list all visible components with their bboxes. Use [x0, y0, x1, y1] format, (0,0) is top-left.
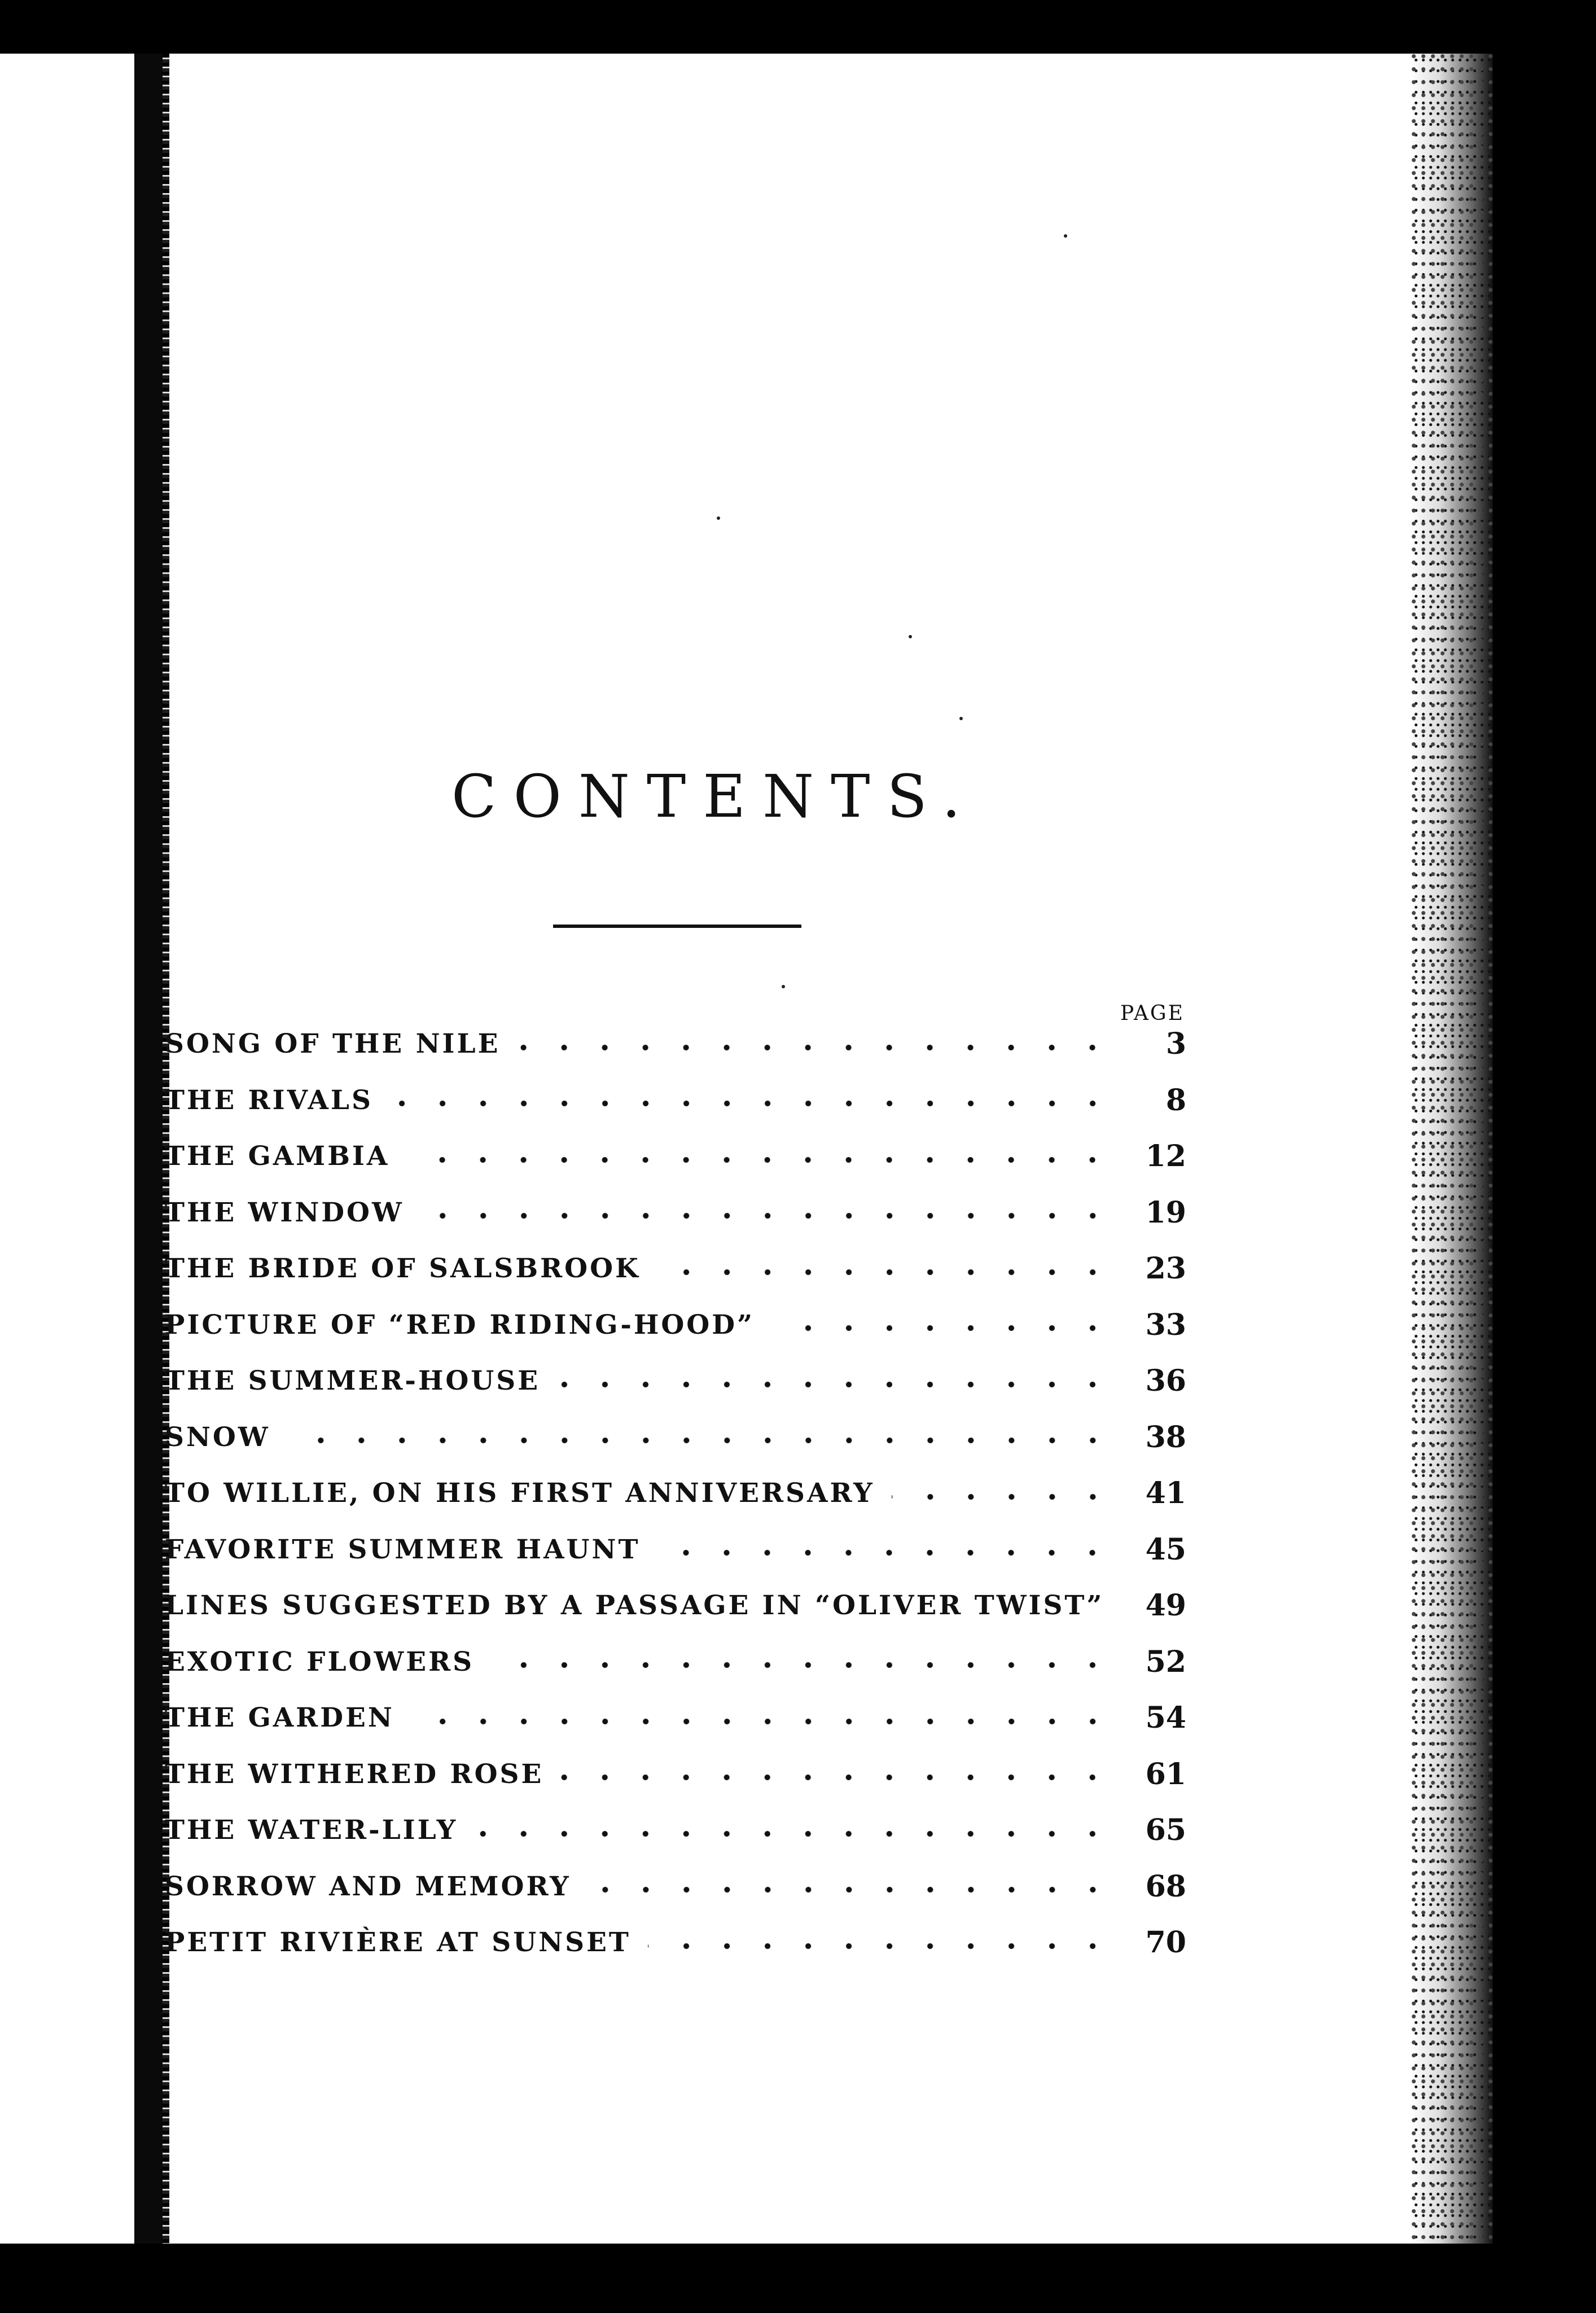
toc-entry-page: 23 — [1145, 1251, 1186, 1286]
toc-entry-page: 45 — [1145, 1532, 1186, 1567]
toc-entry — [165, 1409, 1186, 1466]
toc-entry-title: THE BRIDE OF SALSBROOK — [165, 1253, 641, 1285]
toc-entry-title: THE GAMBIA — [165, 1141, 390, 1172]
toc-entry — [165, 1522, 1186, 1578]
dot-leader — [560, 1773, 1113, 1781]
dot-leader — [406, 1156, 1113, 1164]
dot-leader — [771, 1324, 1113, 1332]
toc-entry-page: 54 — [1145, 1701, 1186, 1736]
toc-entry-title: SORROW AND MEMORY — [165, 1870, 571, 1902]
toc-entry-title: LINES SUGGESTED BY A PASSAGE IN “OLIVER TWIST” — [165, 1590, 1104, 1622]
toc-entry-title: THE WATER-LILY — [165, 1815, 458, 1846]
scan-speck — [909, 635, 912, 638]
dot-leader — [657, 1268, 1113, 1276]
scan-speck — [1064, 234, 1067, 238]
toc-entry — [165, 1746, 1186, 1803]
toc-entry — [165, 1859, 1186, 1915]
toc-entry-page: 36 — [1145, 1364, 1186, 1399]
toc-entry-page: 19 — [1145, 1195, 1186, 1230]
scan-speck — [717, 516, 720, 520]
toc-entry-title: PETIT RIVIÈRE AT SUNSET — [165, 1927, 631, 1959]
toc-entry-title: SONG OF THE NILE — [165, 1028, 501, 1060]
dot-leader — [648, 1942, 1113, 1950]
toc-entry-title: EXOTIC FLOWERS — [165, 1646, 475, 1677]
toc-entry-title: THE WITHERED ROSE — [165, 1758, 544, 1790]
toc-entry-page: 8 — [1165, 1083, 1186, 1118]
dot-leader — [390, 1099, 1113, 1107]
dot-leader — [517, 1044, 1113, 1052]
toc-entry — [165, 1353, 1186, 1409]
dot-leader — [421, 1212, 1113, 1220]
table-of-contents — [165, 1016, 1186, 1971]
toc-entry-page: 49 — [1145, 1588, 1186, 1623]
toc-entry-page: 41 — [1145, 1476, 1186, 1511]
toc-entry-page: 33 — [1145, 1307, 1186, 1342]
dot-leader — [657, 1549, 1113, 1557]
toc-entry — [165, 1297, 1186, 1353]
dot-leader — [557, 1381, 1113, 1388]
toc-entry — [165, 1241, 1186, 1297]
dot-leader — [475, 1830, 1113, 1838]
dot-leader — [892, 1493, 1113, 1501]
toc-entry — [165, 1578, 1186, 1634]
toc-entry-title: THE WINDOW — [165, 1197, 404, 1228]
page-column-label: PAGE — [1120, 1002, 1185, 1025]
toc-entry-page: 38 — [1145, 1420, 1186, 1455]
title-rule — [553, 925, 801, 928]
toc-entry — [165, 1690, 1186, 1746]
toc-entry — [165, 1802, 1186, 1859]
page-title: CONTENTS. — [451, 762, 978, 831]
toc-entry-title: TO WILLIE, ON HIS FIRST ANNIVERSARY — [165, 1478, 875, 1509]
toc-entry-title: PICTURE OF “RED RIDING-HOOD” — [165, 1309, 755, 1341]
toc-entry — [165, 1465, 1186, 1522]
toc-entry-page: 61 — [1145, 1756, 1186, 1791]
toc-entry — [165, 1128, 1186, 1185]
toc-entry-title: THE SUMMER-HOUSE — [165, 1365, 541, 1397]
toc-entry-title: FAVORITE SUMMER HAUNT — [165, 1534, 641, 1565]
toc-entry — [165, 1634, 1186, 1690]
toc-entry-page: 65 — [1145, 1813, 1186, 1848]
toc-entry-page: 52 — [1145, 1644, 1186, 1679]
dot-leader — [287, 1436, 1113, 1444]
toc-entry-page: 68 — [1145, 1869, 1186, 1904]
dot-leader — [491, 1661, 1113, 1669]
toc-entry — [165, 1915, 1186, 1971]
toc-entry-title: THE RIVALS — [165, 1084, 373, 1116]
toc-entry-page: 70 — [1145, 1925, 1186, 1960]
toc-entry — [165, 1072, 1186, 1129]
page-right-edge — [1411, 54, 1493, 2244]
toc-entry-page: 3 — [1165, 1027, 1186, 1062]
dot-leader — [411, 1718, 1113, 1725]
toc-entry-title: THE GARDEN — [165, 1702, 394, 1734]
toc-entry-title: SNOW — [165, 1421, 270, 1453]
toc-entry-page: 12 — [1145, 1139, 1186, 1174]
facing-page-margin — [0, 54, 134, 2244]
scan-speck — [782, 985, 785, 988]
scan-speck — [959, 717, 963, 720]
dot-leader — [588, 1886, 1113, 1894]
toc-entry — [165, 1185, 1186, 1241]
toc-entry — [165, 1016, 1186, 1072]
